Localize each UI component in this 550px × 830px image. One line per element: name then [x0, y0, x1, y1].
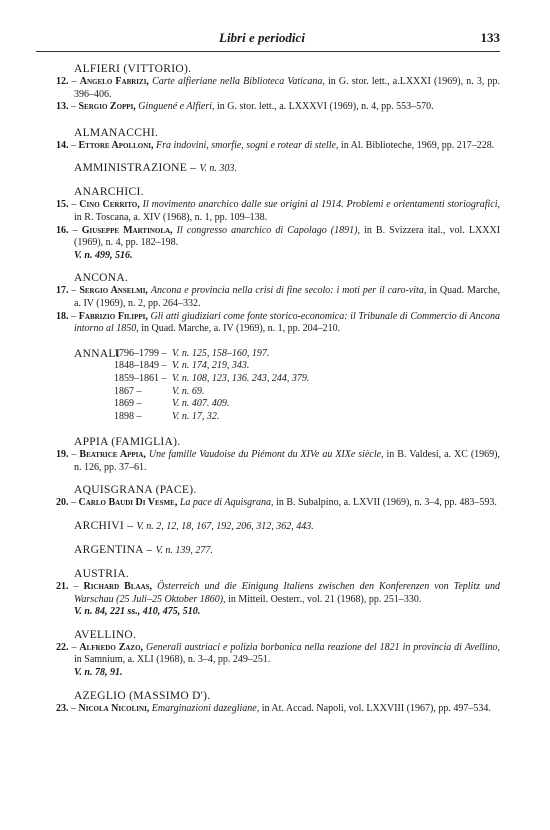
section-heading-aquisgrana: AQUISGRANA (PACE). [74, 484, 197, 497]
cross-reference: V. n. 499, 516. [74, 249, 133, 261]
header-rule [36, 51, 500, 52]
section-heading-argentina: ARGENTINA – V. n. 139, 277. [74, 544, 213, 557]
section-heading-ancona: ANCONA. [74, 272, 129, 285]
entry-20: 20. – Carlo Baudi Di Vesme, La pace di Aquisgrana, in B. Subalpino, a. LXVII (1969), n. 3–4, pp. 483–593. [56, 497, 497, 509]
section-heading-alfieri: ALFIERI (VITTORIO). [74, 63, 192, 75]
annali-row: 1898 – V. n. 17, 32. [114, 410, 220, 422]
annali-row: ANNALI 1796–1799 – V. n. 125, 158–160, 197. [74, 347, 270, 360]
entry-17: 17. – Sergio Anselmi, Ancona e provincia nella crisi di fine secolo: i moti per il caro-vita, in Quad. Marche, a. IV (1969), n. 2, pp. 264–332. [56, 285, 501, 309]
entry-14: 14. – Ettore Apolloni, Fra indovini, smorfie, sogni e rotear di stelle, in Al. Biblioteche, 1969, pp. 217–228. [56, 139, 495, 151]
entry-18: 18. – Fabrizio Filippi, Gli atti giudiziari come fonte storico-economica: il Tribunale di Commercio di Ancona intorno al 1850, in Quad. Marche, a. IV (1969), n. 1, pp. 204–210. [56, 310, 501, 335]
section-heading-anarchici: ANARCHICI. [74, 186, 144, 199]
annali-row: 1859–1861 – V. n. 108, 123, 136. 243, 244, 379. [114, 372, 310, 384]
annali-label: ANNALI [74, 347, 120, 360]
entry-15: 15. – Cino Cerrito, Il movimento anarchico dalle sue origini al 1914. Problemi e orientamenti storiografici, in R. Toscana, a. XIV (1968), n. 1, pp. 109–138. [56, 199, 501, 223]
annali-row: 1848–1849 – V. n. 174, 219, 343. [114, 360, 250, 372]
section-heading-austria: AUSTRIA. [74, 568, 130, 581]
entry-16: 16. – Giuseppe Martinola, Il congresso anarchico di Capolago (1891), in B. Svizzera ital., vol. LXXXI (1969), n. 4, pp. 182–198. V. n. 499, 516. [56, 224, 501, 261]
bibliography-body [36, 62, 500, 715]
page-number: 133 [480, 30, 500, 45]
running-title: Libri e periodici [219, 30, 305, 45]
annali-row: 1869 – V. n. 407. 409. [114, 398, 230, 410]
cross-reference: V. n. 84, 221 ss., 410, 475, 510. [74, 606, 201, 618]
section-heading-azeglio: AZEGLIO (MASSIMO D'). [74, 689, 211, 702]
entry-19: 19. – Beatrice Appia, Une famille Vaudoise du Piémont du XIVe au XIXe siècle, in B. Valdesi, a. XC (1969), n. 126, pp. 37–61. [56, 449, 501, 473]
running-head [36, 30, 500, 50]
entry-23: 23. – Nicola Nicolini, Emarginazioni dazegliane, in At. Accad. Napoli, vol. LXXVIII (1967), pp. 497–534. [56, 702, 491, 714]
annali-row: 1867 – V. n. 69. [114, 385, 205, 397]
section-heading-appia: APPIA (FAMIGLIA). [74, 436, 181, 449]
section-heading-avellino: AVELLINO. [74, 628, 137, 641]
entry-21: 21. – Richard Blaas, Österreich und die Einigung Italiens zwischen den Konferenzen von Teplitz und Warschau (25 Juli–25 Oktober 1860), in Mitteil. Oesterr., vol. 21 (1968), pp. 251–330. V. n. 84, 221 ss., 410, 475, 510. [56, 581, 501, 618]
entry-12: 12. – Angelo Fabrizi, Carte alfieriane nella Biblioteca Vaticana, in G. stor. lett., a.LXXXI (1969), n. 3, pp. 396–406. [56, 76, 501, 100]
section-heading-amministrazione: AMMINISTRAZIONE – V. n. 303. [74, 162, 237, 175]
entry-13: 13. – Sergio Zoppi, Ginguené e Alfieri, in G. stor. lett., a. LXXXVI (1969), n. 4, pp. 553–570. [56, 101, 434, 113]
section-heading-archivi: ARCHIVI – V. n. 2, 12, 18, 167, 192, 206, 312, 362, 443. [74, 520, 314, 533]
annali-index [74, 348, 500, 424]
section-heading-almanacchi: ALMANACCHI. [74, 126, 159, 139]
cross-reference: V. n. 78, 91. [74, 667, 123, 679]
entry-22: 22. – Alfredo Zazo, Generali austriaci e polizia borbonica nella reazione del 1821 in provincia di Avellino, in Samnium, a. XLI (1968), n. 3–4, pp. 249–251. V. n. 78, 91. [56, 641, 500, 679]
